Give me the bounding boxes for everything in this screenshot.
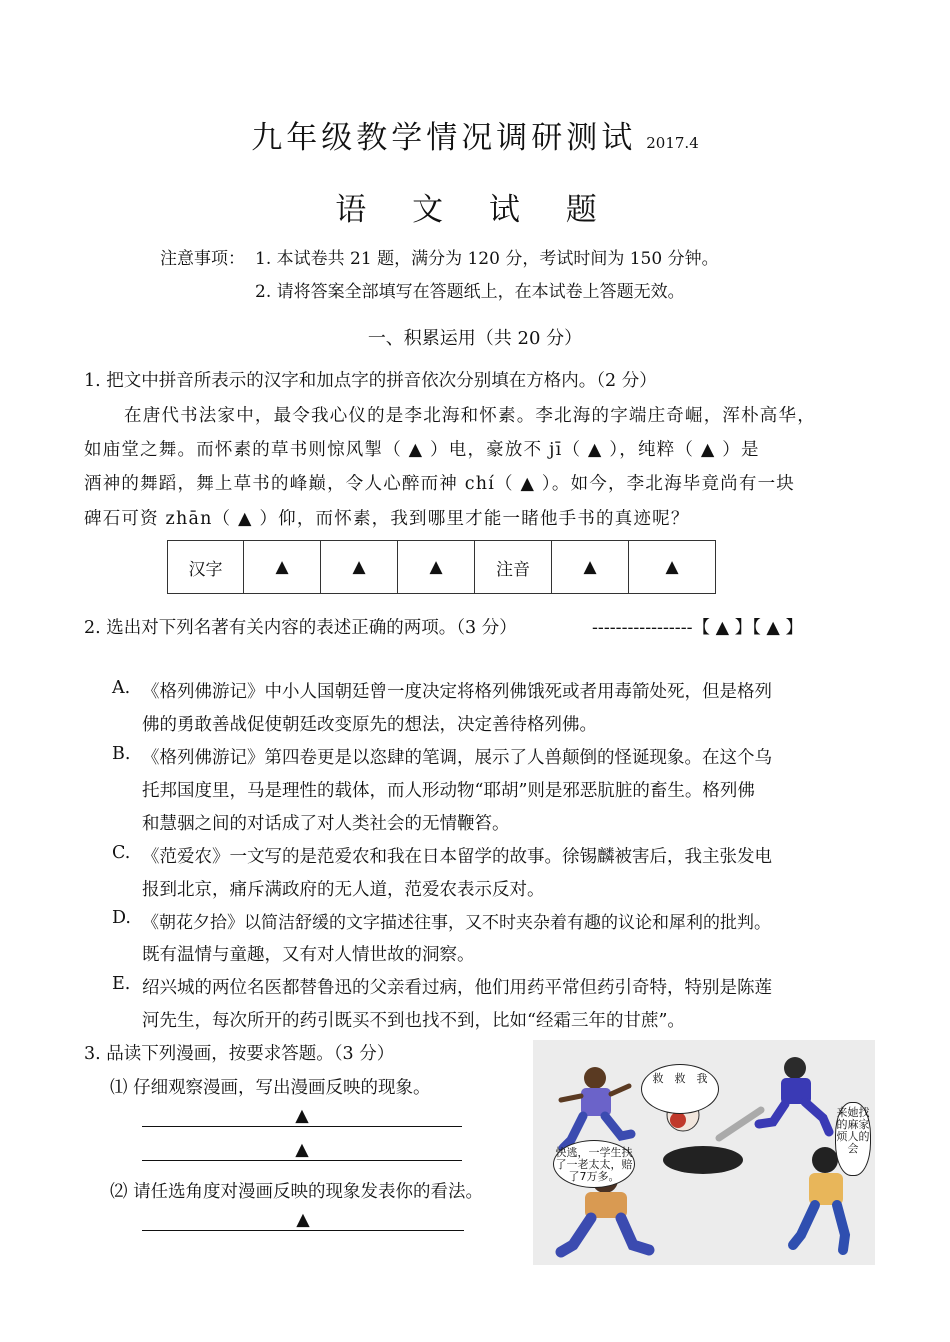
speech-bubble-help: 救 救 我 (641, 1064, 719, 1114)
speech-bubble-left: 快逃，一学生扶了一老太太，赔了7万多。 (553, 1140, 635, 1188)
speech-bubble-right: 来她找的麻家烦人的会 (835, 1102, 871, 1176)
q1-answer-table (167, 540, 716, 594)
exam-year: 2017.4 (646, 134, 699, 152)
table-cell-blank[interactable]: ▲ (321, 541, 398, 594)
table-cell-zhuyin-label: 注音 (475, 541, 552, 594)
option-letter: C. (112, 843, 131, 863)
option-text: 托邦国度里，马是理性的载体，而人形动物“耶胡”则是邪恶肮脏的畜生。格列佛 (142, 781, 755, 801)
option-letter: D. (112, 908, 131, 928)
table-cell-hanzi-label: 汉字 (168, 541, 244, 594)
option-letter: A. (112, 678, 131, 698)
answer-blank[interactable]: ▲ (142, 1140, 462, 1161)
option-text: 《格列佛游记》第四卷更是以恣肆的笔调，展示了人兽颠倒的怪诞现象。在这个乌 (142, 748, 772, 768)
option-letter: E. (112, 974, 131, 994)
option-text: 和慧骃之间的对话成了对人类社会的无情鞭笞。 (142, 814, 510, 834)
q1-stem: 1. 把文中拼音所表示的汉字和加点字的拼音依次分别填在方格内。（2 分） (84, 371, 657, 391)
q1-line-1: 在唐代书法家中，最令我心仪的是李北海和怀素。李北海的字端庄奇崛，浑朴高华， (124, 406, 816, 426)
answer-blank[interactable]: ▲ (142, 1106, 462, 1127)
notice-item-1: 1. 本试卷共 21 题，满分为 120 分，考试时间为 150 分钟。 (255, 249, 719, 269)
q1-line-3: 酒神的舞蹈，舞上草书的峰巅，令人心醉而神 chí（ ▲ ）。如今，李北海毕竟尚有一块 (84, 474, 795, 494)
exam-title (0, 112, 950, 157)
q2-stem: 2. 选出对下列名著有关内容的表述正确的两项。（3 分） (84, 618, 517, 638)
option-text: 报到北京，痛斥满政府的无人道，范爱农表示反对。 (142, 880, 545, 900)
exam-subtitle: 语 文 试 题 (335, 192, 615, 228)
exam-title-text: 九年级教学情况调研测试 (251, 120, 637, 156)
q2-answer-brackets[interactable]: -----------------【 ▲ 】【 ▲ 】 (592, 618, 803, 638)
answer-line[interactable] (142, 1106, 462, 1127)
option-text: 河先生，每次所开的药引既买不到也找不到，比如“经霜三年的甘蔗”。 (142, 1011, 685, 1031)
notice-item-2: 2. 请将答案全部填写在答题纸上，在本试卷上答题无效。 (255, 282, 685, 302)
option-text: 《范爱农》一文写的是范爱农和我在日本留学的故事。徐锡麟被害后，我主张发电 (142, 847, 772, 867)
answer-line[interactable] (142, 1210, 464, 1231)
option-letter: B. (112, 744, 131, 764)
option-text: 《朝花夕拾》以简洁舒缓的文字描述往事，又不时夹杂着有趣的议论和犀利的批判。 (142, 913, 771, 933)
table-cell-blank[interactable]: ▲ (629, 541, 716, 594)
table-cell-blank[interactable]: ▲ (244, 541, 321, 594)
cartoon-image (533, 1040, 875, 1265)
q1-line-2: 如庙堂之舞。而怀素的草书则惊风掣（ ▲ ）电，豪放不 jī（ ▲ ），纯粹（ ▲ ）是 (84, 440, 760, 460)
table-cell-blank[interactable]: ▲ (398, 541, 475, 594)
table-cell-blank[interactable]: ▲ (552, 541, 629, 594)
option-text: 佛的勇敢善战促使朝廷改变原先的想法，决定善待格列佛。 (142, 715, 597, 735)
q3-stem: 3. 品读下列漫画，按要求答题。（3 分） (84, 1044, 395, 1064)
option-text: 绍兴城的两位名医都替鲁迅的父亲看过病，他们用药平常但药引奇特，特别是陈莲 (142, 978, 772, 998)
option-text: 《格列佛游记》中小人国朝廷曾一度决定将格列佛饿死或者用毒箭处死，但是格列 (142, 682, 772, 702)
notice-label: 注意事项： (160, 249, 245, 269)
q3-sub-2: ⑵ 请任选角度对漫画反映的现象发表你的看法。 (110, 1182, 484, 1202)
q3-sub-1: ⑴ 仔细观察漫画，写出漫画反映的现象。 (110, 1078, 431, 1098)
answer-blank[interactable]: ▲ (142, 1210, 464, 1231)
section-title: 一、积累运用（共 20 分） (367, 328, 583, 349)
q1-line-4: 碑石可资 zhān（ ▲ ）仰，而怀素，我到哪里才能一睹他手书的真迹呢？ (84, 509, 690, 529)
answer-line[interactable] (142, 1140, 462, 1161)
option-text: 既有温情与童趣，又有对人情世故的洞察。 (142, 945, 475, 965)
